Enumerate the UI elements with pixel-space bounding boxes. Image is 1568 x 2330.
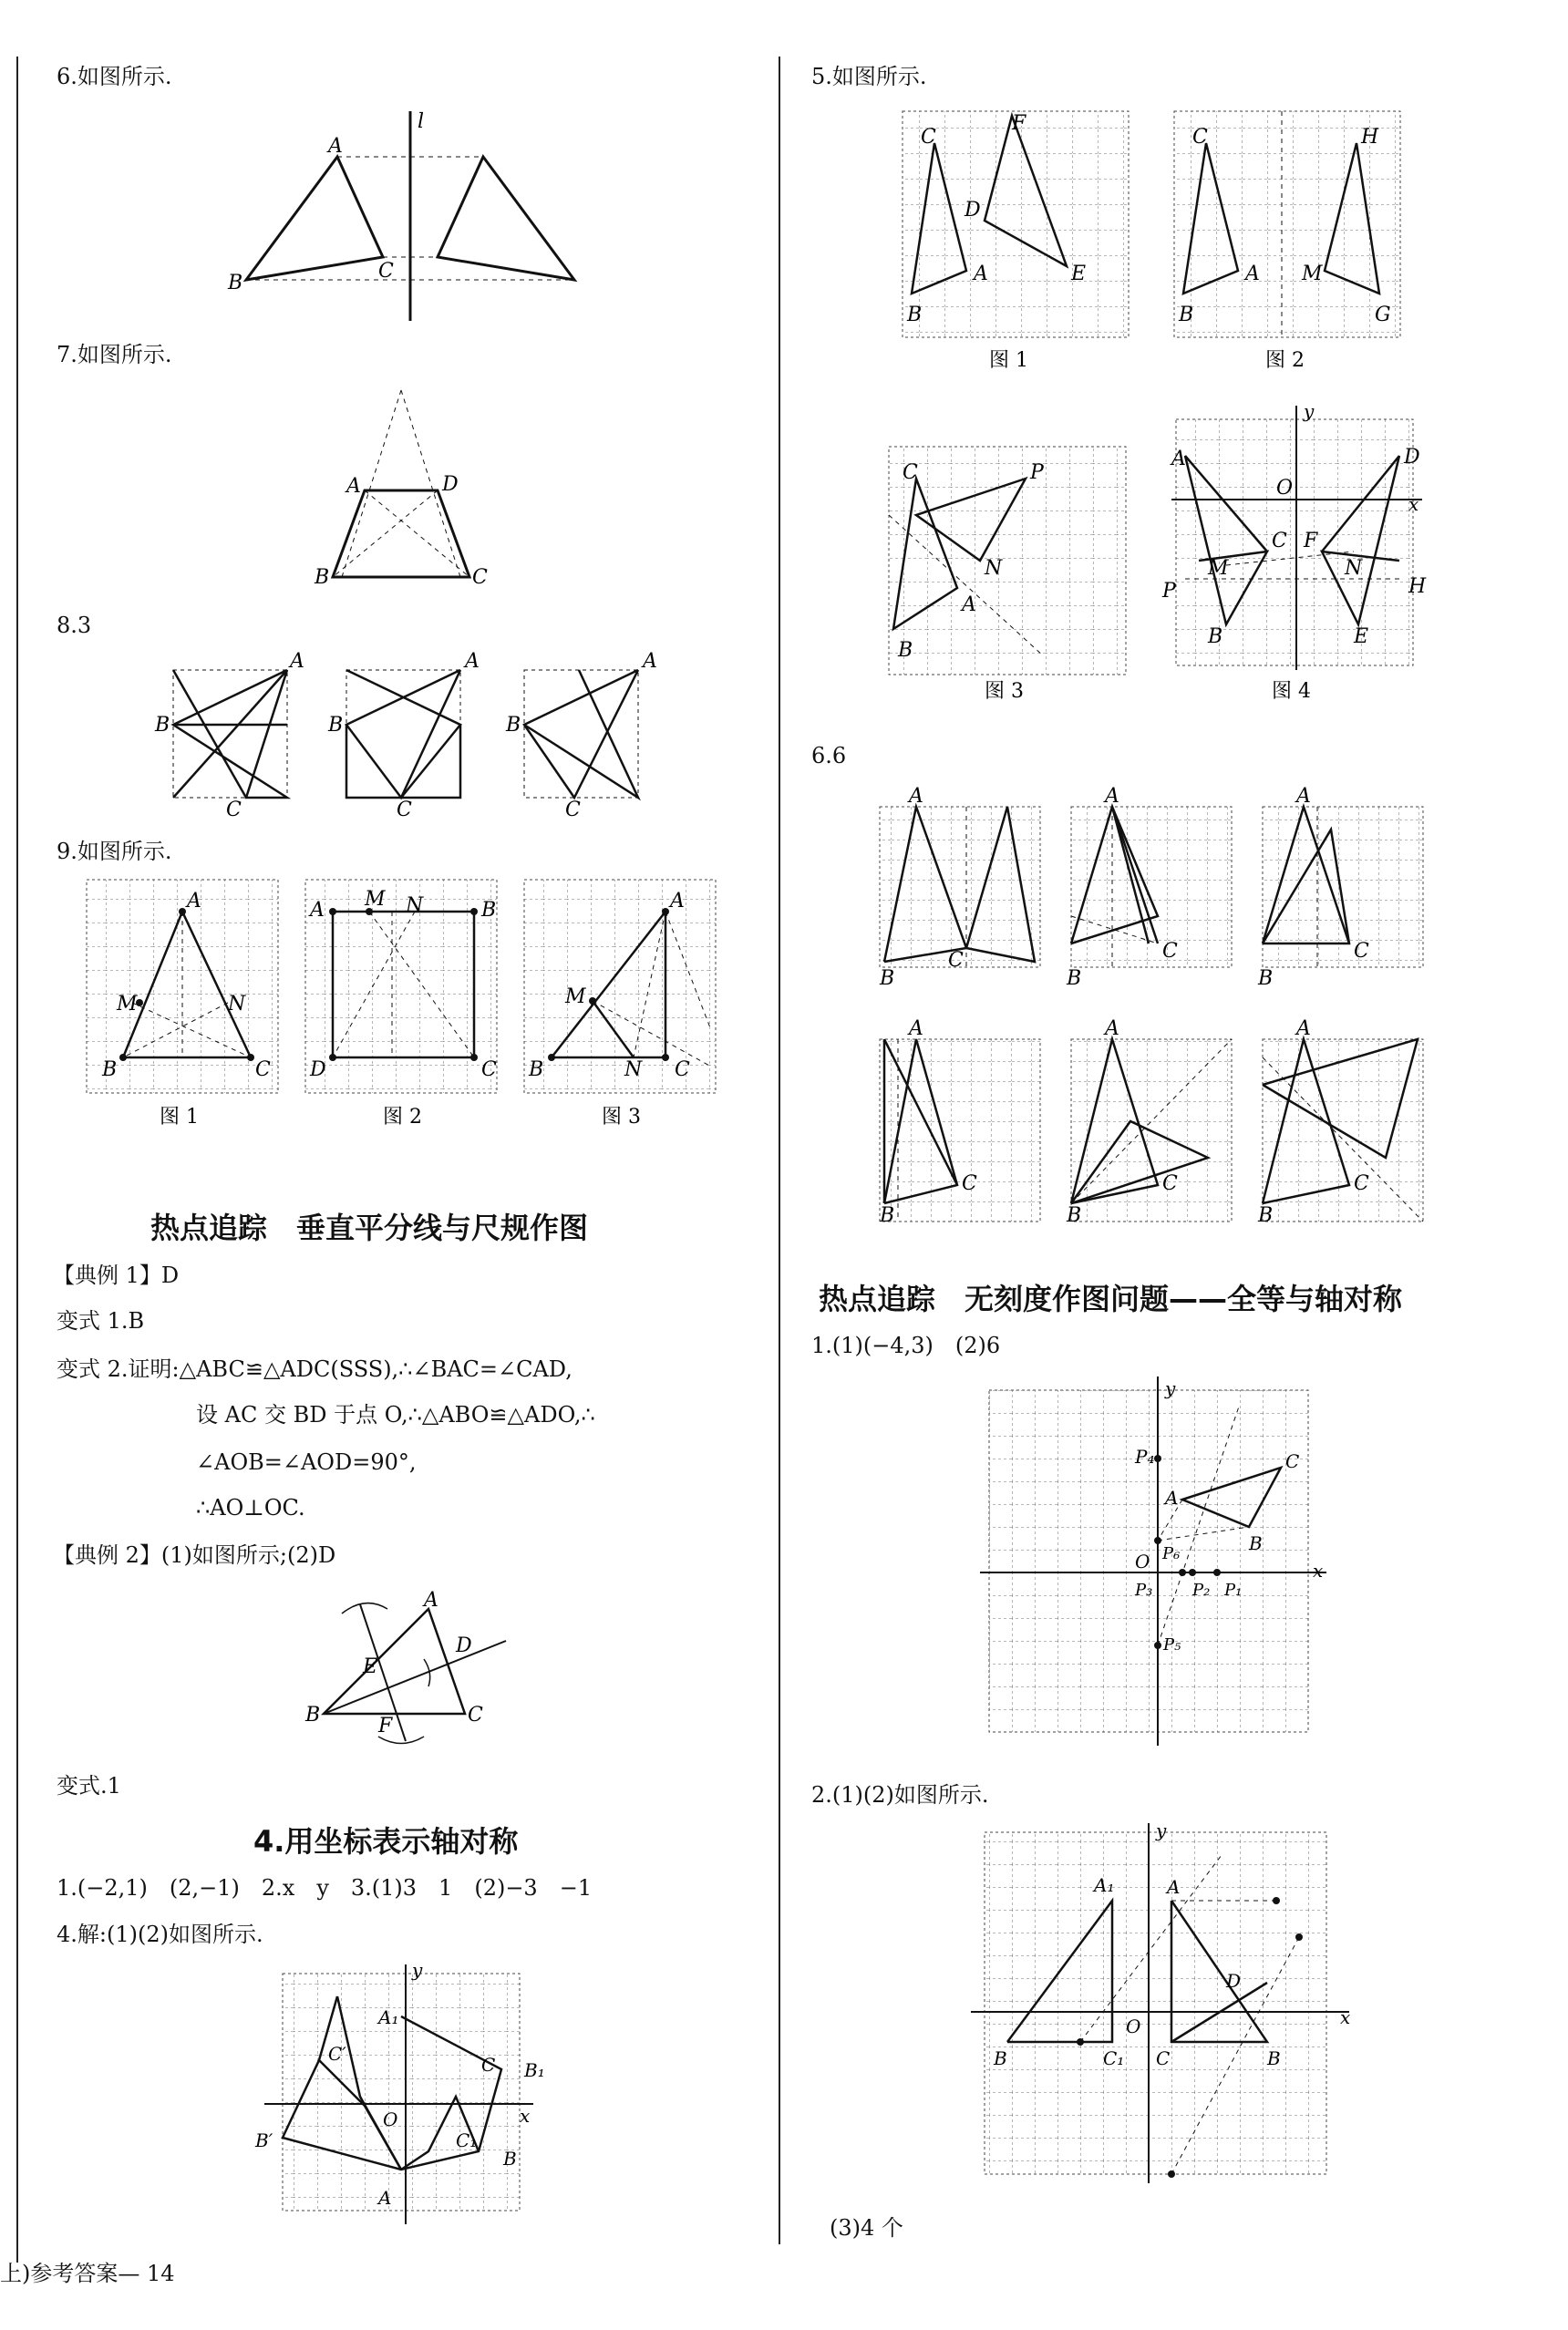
fig-5-middle — [880, 392, 1427, 702]
svg-text:B₁: B₁ — [524, 2059, 545, 2081]
svg-text:C: C — [1162, 940, 1178, 963]
svg-text:B′: B′ — [255, 2129, 273, 2151]
svg-text:B: B — [1258, 1204, 1274, 1227]
svg-text:G: G — [1375, 304, 1391, 326]
svg-text:C: C — [1192, 126, 1208, 149]
svg-text:P: P — [1030, 461, 1044, 484]
svg-text:P₃: P₃ — [1135, 1581, 1153, 1600]
svg-text:A: A — [1296, 785, 1311, 808]
svg-text:C: C — [903, 461, 918, 484]
svg-text:A: A — [1167, 1876, 1181, 1898]
fig-trapezoid — [301, 381, 511, 591]
label-B: B — [228, 272, 243, 294]
svg-text:x: x — [1340, 2006, 1351, 2028]
svg-text:B: B — [1258, 967, 1274, 990]
svg-text:B: B — [898, 639, 913, 662]
svg-text:P₅: P₅ — [1163, 1635, 1181, 1655]
svg-text:H: H — [1361, 126, 1379, 149]
svg-text:C: C — [226, 799, 242, 821]
svg-text:A: A — [1296, 1017, 1311, 1040]
svg-text:P₆: P₆ — [1162, 1544, 1181, 1563]
svg-text:O: O — [1126, 2016, 1141, 2037]
svg-text:C: C — [481, 1058, 497, 1081]
svg-text:B: B — [529, 1058, 544, 1081]
svg-text:A: A — [909, 785, 923, 808]
svg-text:B: B — [1067, 1204, 1082, 1227]
left-item7: 7.如图所示. — [57, 342, 172, 367]
fig-5-top — [893, 102, 1422, 376]
label-C: C — [378, 260, 394, 283]
svg-text:B: B — [155, 714, 170, 737]
svg-text:A: A — [310, 899, 325, 922]
svg-text:C: C — [1354, 1172, 1369, 1195]
svg-text:图 2: 图 2 — [383, 1106, 422, 1129]
svg-text:E: E — [1354, 625, 1369, 648]
section-title-no-scale-construction: 热点追踪 无刻度作图问题——全等与轴对称 — [819, 1282, 1403, 1316]
svg-text:图 1: 图 1 — [160, 1106, 199, 1129]
svg-text:B: B — [880, 1204, 895, 1227]
svg-text:y: y — [412, 1959, 423, 1981]
svg-text:D: D — [456, 1634, 472, 1657]
fig-coordinate-q2 — [966, 1819, 1367, 2192]
variant-2-line2: 设 AC 交 BD 于点 O,∴△ABO≌△ADO,∴ — [196, 1402, 595, 1428]
svg-text:F: F — [1304, 530, 1318, 552]
fig-coordinate-reflection — [246, 1960, 556, 2233]
svg-text:A: A — [424, 1589, 438, 1612]
svg-text:O: O — [383, 2108, 398, 2130]
svg-text:O: O — [1135, 1551, 1150, 1572]
svg-text:B: B — [481, 899, 497, 922]
coordinate-answers-line2: 4.解:(1)(2)如图所示. — [57, 1922, 263, 1947]
svg-text:图 4: 图 4 — [1272, 680, 1311, 703]
svg-text:A: A — [643, 650, 657, 673]
column-divider — [779, 57, 780, 2244]
right-item5: 5.如图所示. — [811, 64, 927, 89]
svg-text:x: x — [1313, 1560, 1324, 1582]
svg-text:C: C — [921, 126, 936, 149]
coordinate-answers-line1: 1.(−2,1) (2,−1) 2.x y 3.(1)3 1 (2)−3 −1 — [57, 1875, 593, 1901]
svg-text:A: A — [1105, 1017, 1119, 1040]
svg-text:F: F — [378, 1715, 393, 1737]
svg-text:A: A — [465, 650, 480, 673]
fig-symmetry-line-l — [219, 102, 602, 339]
svg-text:A: A — [378, 2187, 392, 2209]
svg-text:B: B — [907, 304, 923, 326]
right-q1: 1.(1)(−4,3) (2)6 — [811, 1333, 1001, 1358]
svg-text:B: B — [1249, 1532, 1263, 1554]
svg-text:N: N — [406, 894, 424, 917]
svg-text:P₂: P₂ — [1192, 1581, 1211, 1600]
svg-text:C: C — [948, 949, 964, 972]
svg-text:A: A — [1165, 1487, 1179, 1509]
svg-text:N: N — [1345, 557, 1363, 580]
svg-text:O: O — [1276, 477, 1294, 500]
left-margin-rule — [16, 57, 18, 2263]
svg-text:M: M — [117, 993, 138, 1016]
section-title-coordinate-symmetry: 4.用坐标表示轴对称 — [253, 1824, 519, 1859]
svg-text:E: E — [1071, 263, 1087, 285]
svg-text:C: C — [962, 1172, 977, 1195]
svg-text:C: C — [1272, 530, 1287, 552]
variant-end: 变式.1 — [57, 1773, 121, 1799]
svg-text:A₁: A₁ — [1094, 1874, 1115, 1896]
svg-text:A: A — [974, 263, 988, 285]
svg-text:B: B — [328, 714, 344, 737]
svg-text:C: C — [565, 799, 581, 821]
label-A: A — [328, 135, 343, 158]
svg-text:C: C — [1354, 940, 1369, 963]
left-item9: 9.如图所示. — [57, 839, 172, 864]
svg-text:C′: C′ — [328, 2043, 346, 2065]
svg-text:y: y — [1165, 1377, 1176, 1399]
svg-text:A: A — [909, 1017, 923, 1040]
svg-text:B: B — [503, 2148, 517, 2170]
svg-text:C: C — [255, 1058, 271, 1081]
svg-text:M: M — [565, 985, 586, 1008]
svg-text:M: M — [365, 888, 386, 911]
svg-text:C: C — [1285, 1450, 1300, 1472]
svg-text:E: E — [363, 1655, 378, 1678]
left-item6: 6.如图所示. — [57, 64, 172, 89]
svg-text:F: F — [1012, 112, 1026, 135]
svg-text:M: M — [1302, 263, 1323, 285]
fig-six-grids — [871, 779, 1463, 1263]
svg-text:D: D — [965, 199, 981, 222]
svg-text:A₁: A₁ — [378, 2006, 399, 2028]
svg-text:C: C — [1156, 2047, 1171, 2069]
svg-text:y: y — [1156, 1820, 1167, 1841]
svg-text:A: A — [187, 890, 201, 912]
svg-text:D: D — [310, 1058, 326, 1081]
section-title-perpendicular-bisector: 热点追踪 垂直平分线与尺规作图 — [150, 1211, 589, 1245]
svg-text:x: x — [1408, 493, 1419, 515]
svg-text:C: C — [468, 1704, 483, 1727]
left-item8: 8.3 — [57, 613, 92, 638]
fig-grid-triangles — [82, 875, 738, 1130]
svg-text:P₁: P₁ — [1224, 1581, 1243, 1600]
variant-1: 变式 1.B — [57, 1308, 145, 1334]
example-2: 【典例 2】(1)如图所示;(2)D — [53, 1542, 336, 1568]
svg-text:C₁: C₁ — [1103, 2047, 1125, 2069]
label-B: B — [315, 566, 330, 589]
svg-text:图 1: 图 1 — [989, 349, 1028, 372]
svg-text:N: N — [228, 993, 246, 1016]
svg-text:C: C — [675, 1058, 690, 1081]
variant-2-line1: 变式 2.证明:△ABC≌△ADC(SSS),∴∠BAC=∠CAD, — [57, 1356, 573, 1382]
label-D: D — [442, 473, 459, 496]
svg-text:B: B — [1179, 304, 1194, 326]
right-item6: 6.6 — [811, 743, 847, 768]
svg-text:B: B — [506, 714, 521, 737]
svg-text:A: A — [1245, 263, 1260, 285]
svg-text:B: B — [102, 1058, 118, 1081]
svg-text:A: A — [962, 593, 976, 616]
svg-text:N: N — [624, 1058, 643, 1081]
svg-text:C: C — [481, 2054, 496, 2076]
svg-text:图 2: 图 2 — [1265, 349, 1305, 372]
svg-text:B: B — [1267, 2047, 1281, 2069]
example-1: 【典例 1】D — [53, 1263, 180, 1288]
svg-text:B: B — [305, 1704, 321, 1727]
svg-text:N: N — [985, 557, 1003, 580]
label-A: A — [346, 475, 361, 498]
right-q2: 2.(1)(2)如图所示. — [811, 1782, 989, 1808]
svg-text:B: B — [994, 2047, 1007, 2069]
svg-text:A: A — [1171, 448, 1186, 470]
svg-text:D: D — [1226, 1970, 1242, 1992]
svg-text:H: H — [1408, 575, 1427, 598]
svg-text:A: A — [1105, 785, 1119, 808]
svg-text:C₁: C₁ — [456, 2129, 478, 2151]
svg-text:B: B — [880, 967, 895, 990]
variant-2-line3: ∠AOB=∠AOD=90°, — [196, 1449, 417, 1475]
label-C: C — [472, 566, 488, 589]
fig-compass-construction — [301, 1586, 538, 1750]
variant-2-line4: ∴AO⊥OC. — [196, 1495, 305, 1521]
svg-text:B: B — [1067, 967, 1082, 990]
svg-text:x: x — [520, 2105, 531, 2127]
svg-text:A: A — [290, 650, 304, 673]
svg-text:图 3: 图 3 — [985, 680, 1024, 703]
svg-text:D: D — [1404, 446, 1420, 469]
label-l: l — [418, 110, 425, 133]
fig-coordinate-q1 — [966, 1367, 1331, 1759]
svg-text:y: y — [1304, 400, 1315, 422]
svg-text:C: C — [1162, 1172, 1178, 1195]
svg-text:P₄: P₄ — [1135, 1446, 1155, 1468]
right-q3: (3)4 个 — [830, 2215, 903, 2241]
svg-text:C: C — [397, 799, 412, 821]
svg-text:B: B — [1208, 625, 1223, 648]
svg-text:P: P — [1162, 580, 1176, 603]
fig-star-squares — [146, 647, 675, 820]
footer-page-label: 上)参考答案— 14 — [0, 2261, 175, 2286]
svg-text:图 3: 图 3 — [602, 1106, 641, 1129]
svg-text:M: M — [1208, 557, 1229, 580]
svg-text:A: A — [670, 890, 685, 912]
